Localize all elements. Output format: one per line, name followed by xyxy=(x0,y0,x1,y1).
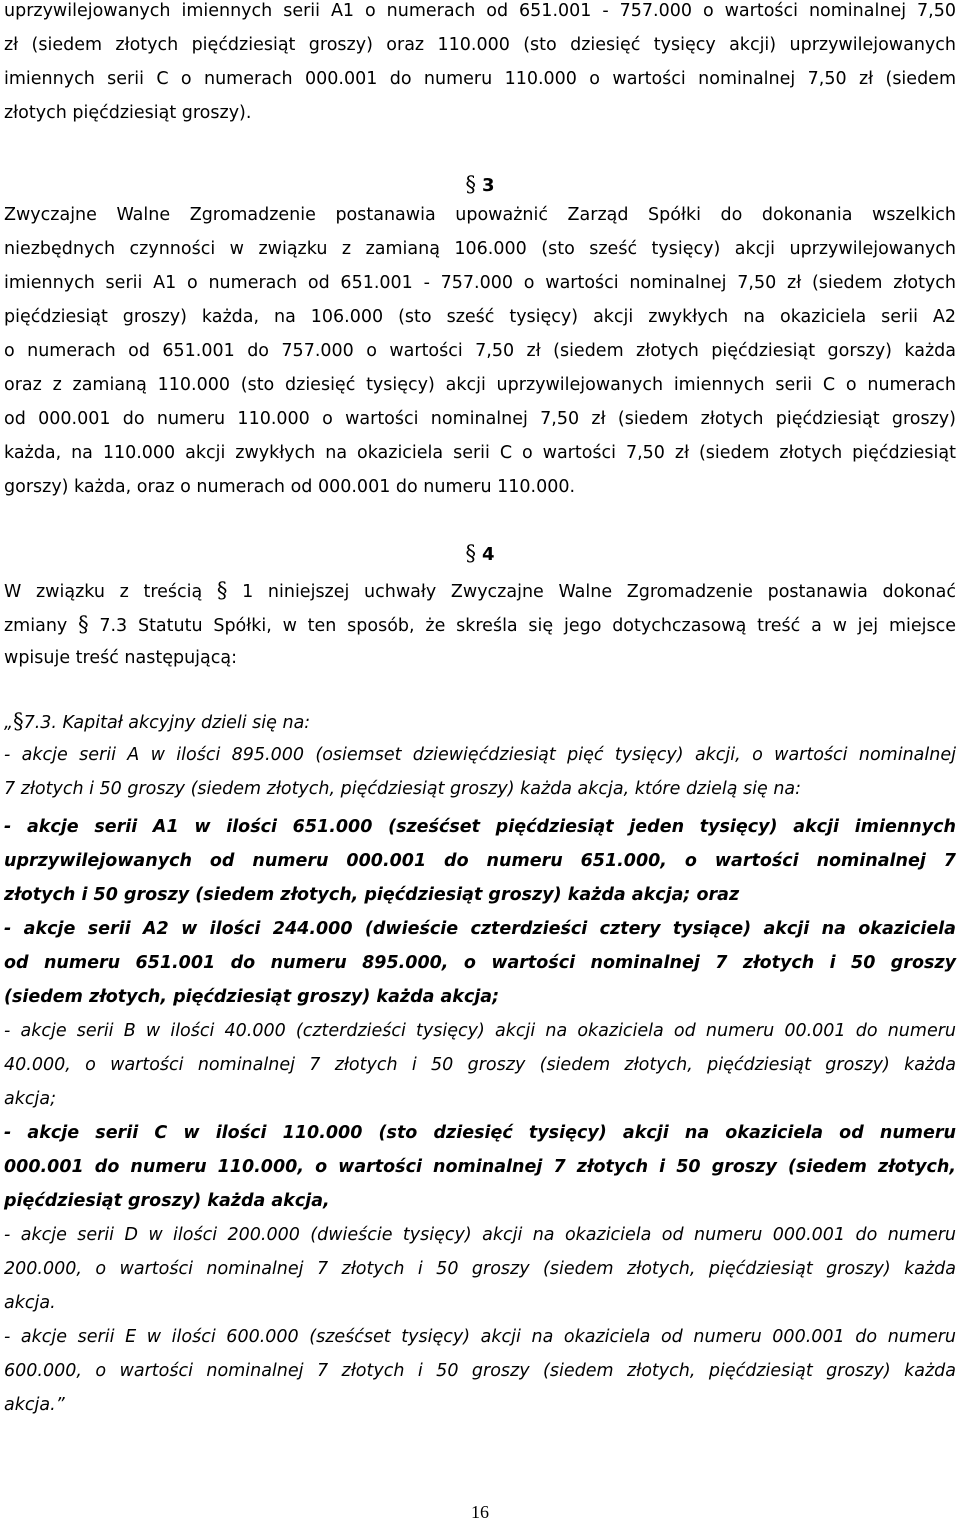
statute-intro-text: 7.3. Kapitał akcyjny dzieli się na: xyxy=(23,713,311,733)
section-4-heading xyxy=(0,541,960,567)
series-a1-line: złotych i 50 groszy (siedem złotych, pięćdziesiąt groszy) każda akcja; oraz xyxy=(4,885,740,905)
series-c-line: pięćdziesiąt groszy) każda akcja, xyxy=(4,1191,330,1211)
text-line: imiennych serii A1 o numerach od 651.001 - 757.000 o wartości nominalnej 7,50 zł (siedem złotych xyxy=(4,273,956,293)
section-number: 4 xyxy=(481,544,495,565)
series-a2-line: - akcje serii A2 w ilości 244.000 (dwieście czterdzieści cztery tysiące) akcji na okaziciela xyxy=(4,919,956,939)
series-a2-line: od numeru 651.001 do numeru 895.000, o wartości nominalnej 7 złotych i 50 groszy xyxy=(4,953,956,973)
section-symbol: § xyxy=(216,578,228,602)
text-line: uprzywilejowanych imiennych serii A1 o numerach od 651.001 - 757.000 o wartości nominalnej 7,50 xyxy=(4,1,956,21)
section-number: 3 xyxy=(481,175,495,196)
series-d-line: 200.000, o wartości nominalnej 7 złotych i 50 groszy (siedem złotych, pięćdziesiąt groszy) każda xyxy=(4,1259,956,1279)
series-a2-line: (siedem złotych, pięćdziesiąt groszy) każda akcja; xyxy=(4,987,500,1007)
section-symbol: § xyxy=(465,172,476,196)
section-3-paragraph xyxy=(4,198,956,504)
text-line: gorszy) każda, oraz o numerach od 000.001 do numeru 110.000. xyxy=(4,477,576,497)
section-symbol: § xyxy=(78,612,89,636)
text-line xyxy=(4,573,956,607)
text-run: W związku z treścią xyxy=(4,582,217,602)
text-line: złotych pięćdziesiąt groszy). xyxy=(4,103,252,123)
series-b-line: 40.000, o wartości nominalnej 7 złotych i 50 groszy (siedem złotych, pięćdziesiąt groszy) każda xyxy=(4,1055,956,1075)
series-a-line: - akcje serii A w ilości 895.000 (osiemset dziewięćdziesiąt pięć tysięcy) akcji, o wartości nominalnej xyxy=(4,745,956,765)
text-line: o numerach od 651.001 do 757.000 o wartości 7,50 zł (siedem złotych pięćdziesiąt gorszy) każda xyxy=(4,341,956,361)
series-d-line: - akcje serii D w ilości 200.000 (dwieście tysięcy) akcji na okaziciela od numeru 000.001 do numeru xyxy=(4,1225,956,1245)
section-symbol: § xyxy=(13,709,24,733)
text-run: zmiany xyxy=(4,616,79,636)
section-symbol: § xyxy=(465,541,476,565)
text-line: Zwyczajne Walne Zgromadzenie postanawia upoważnić Zarząd Spółki do dokonania wszelkich xyxy=(4,205,956,225)
text-line: imiennych serii C o numerach 000.001 do numeru 110.000 o wartości nominalnej 7,50 zł (siedem xyxy=(4,69,956,89)
series-a1-line: - akcje serii A1 w ilości 651.000 (sześćset pięćdziesiąt jeden tysięcy) akcji imiennych xyxy=(4,817,956,837)
text-run: 1 niniejszej uchwały Zwyczajne Walne Zgromadzenie postanawia dokonać xyxy=(227,582,956,602)
text-line: od 000.001 do numeru 110.000 o wartości nominalnej 7,50 zł (siedem złotych pięćdziesiąt groszy) xyxy=(4,409,956,429)
text-line xyxy=(4,607,956,641)
series-a1-line: uprzywilejowanych od numeru 000.001 do numeru 651.000, o wartości nominalnej 7 xyxy=(4,851,956,871)
text-line: wpisuje treść następującą: xyxy=(4,648,238,668)
series-e-item xyxy=(4,1320,956,1422)
series-e-line: 600.000, o wartości nominalnej 7 złotych i 50 groszy (siedem złotych, pięćdziesiąt groszy) każda xyxy=(4,1361,956,1381)
text-line: niezbędnych czynności w związku z zamianą 106.000 (sto sześć tysięcy) akcji uprzywilejowanych xyxy=(4,239,956,259)
statute-intro xyxy=(4,704,956,738)
series-a-line: 7 złotych i 50 groszy (siedem złotych, pięćdziesiąt groszy) każda akcja, które dzielą się na: xyxy=(4,779,802,799)
section-4-paragraph xyxy=(4,573,956,675)
series-c-line: 000.001 do numeru 110.000, o wartości nominalnej 7 złotych i 50 groszy (siedem złotych, xyxy=(4,1157,956,1177)
text-line: pięćdziesiąt groszy) każda, na 106.000 (sto sześć tysięcy) akcji zwykłych na okaziciela serii A2 xyxy=(4,307,956,327)
series-b-item xyxy=(4,1014,956,1116)
series-d-line: akcja. xyxy=(4,1293,56,1313)
text-line: zł (siedem złotych pięćdziesiąt groszy) oraz 110.000 (sto dziesięć tysięcy akcji) uprzywilejowanych xyxy=(4,35,956,55)
text-run: 7.3 Statutu Spółki, w ten sposób, że skreśla się jego dotychczasową treść a w jej miejsce xyxy=(88,616,956,636)
statute-7-3-quote xyxy=(4,704,956,806)
series-b-line: - akcje serii B w ilości 40.000 (czterdzieści tysięcy) akcji na okaziciela od numeru 00.001 do numeru xyxy=(4,1021,956,1041)
series-e-line: akcja.” xyxy=(4,1395,65,1415)
page-number: 16 xyxy=(471,1502,489,1522)
series-d-item xyxy=(4,1218,956,1320)
series-a1-item xyxy=(4,810,956,912)
series-a2-item xyxy=(4,912,956,1014)
text-line: oraz z zamianą 110.000 (sto dziesięć tysięcy) akcji uprzywilejowanych imiennych serii C o numerach xyxy=(4,375,956,395)
continuation-paragraph xyxy=(4,0,956,130)
series-e-line: - akcje serii E w ilości 600.000 (sześćset tysięcy) akcji na okaziciela od numeru 000.001 do numeru xyxy=(4,1327,956,1347)
section-3-heading xyxy=(0,172,960,198)
series-c-item xyxy=(4,1116,956,1218)
open-quote: „ xyxy=(4,713,14,733)
series-c-line: - akcje serii C w ilości 110.000 (sto dziesięć tysięcy) akcji na okaziciela od numeru xyxy=(4,1123,956,1143)
text-line: każda, na 110.000 akcji zwykłych na okaziciela serii C o wartości 7,50 zł (siedem złotych pięćdziesiąt xyxy=(4,443,956,463)
series-b-line: akcja; xyxy=(4,1089,56,1109)
